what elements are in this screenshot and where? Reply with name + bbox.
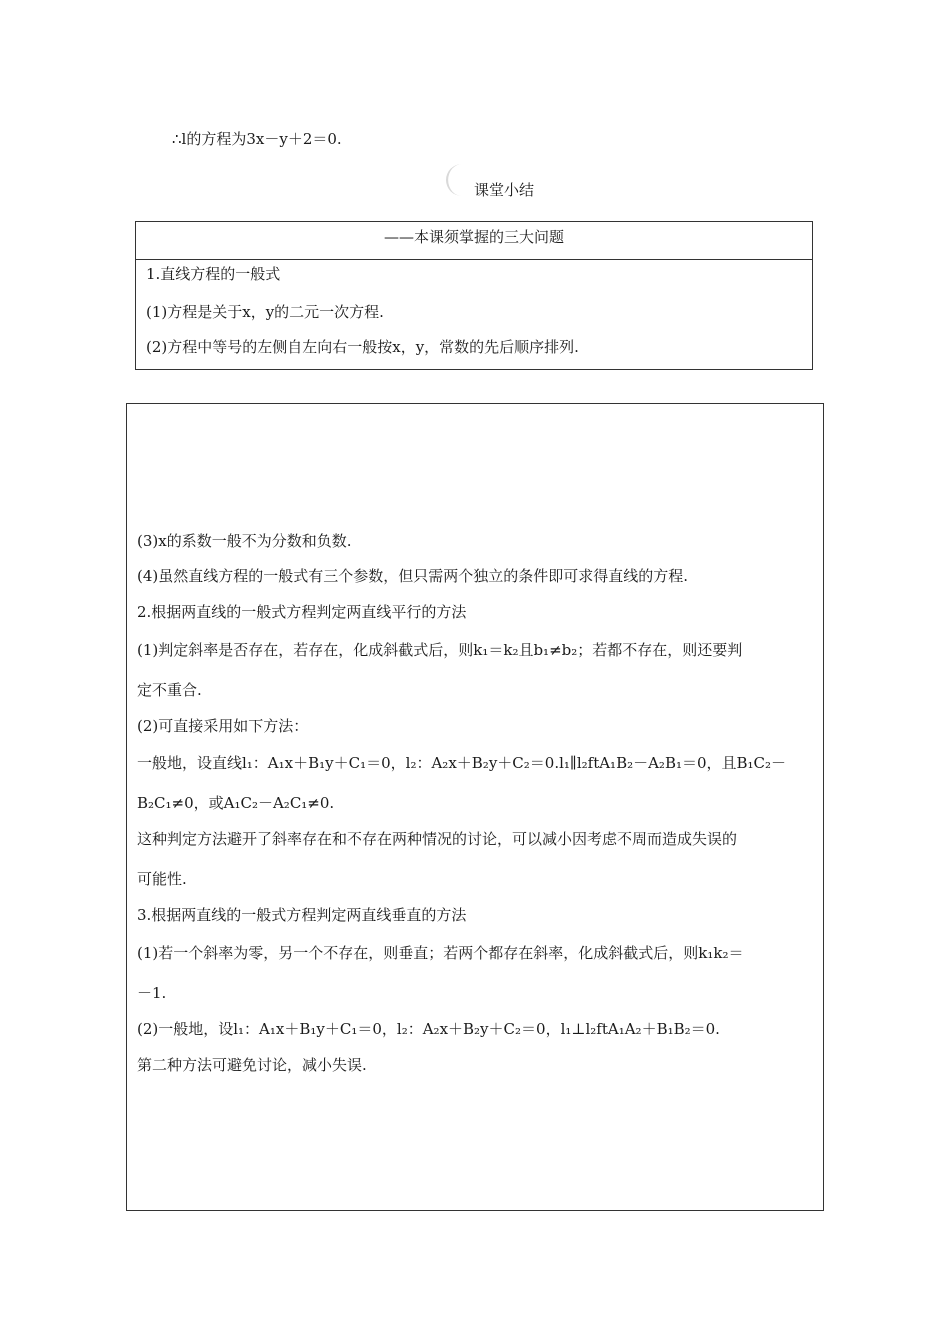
content-row: 一般地，设直线l₁：A₁x＋B₁y＋C₁＝0，l₂：A₂x＋B₂y＋C₂＝0.l₁∥l₂ftA₁B₂－A₂B₁＝0，且B₁C₂－ [137, 754, 787, 772]
summary-heading [440, 160, 560, 200]
key-point-row: (2)方程中等号的左侧自左向右一般按x，y，常数的先后顺序排列. [146, 338, 579, 356]
crescent-icon [440, 160, 474, 200]
content-row: 可能性. [137, 870, 187, 888]
key-point-row: (1)方程是关于x，y的二元一次方程. [146, 303, 384, 321]
content-row: 第二种方法可避免讨论，减小失误. [137, 1056, 367, 1074]
content-row: 这种判定方法避开了斜率存在和不存在两种情况的讨论，可以减小因考虑不周而造成失误的 [137, 830, 738, 848]
content-row: 2.根据两直线的一般式方程判定两直线平行的方法 [137, 603, 467, 621]
content-row: (3)x的系数一般不为分数和负数. [137, 532, 352, 550]
intro-line: ∴l的方程为3x－y＋2＝0. [172, 130, 342, 148]
content-row: (2)一般地，设l₁：A₁x＋B₁y＋C₁＝0，l₂：A₂x＋B₂y＋C₂＝0，l₁⊥l₂ftA₁A₂＋B₁B₂＝0. [137, 1020, 720, 1038]
content-row: B₂C₁≠0，或A₁C₂－A₂C₁≠0. [137, 794, 335, 812]
key-points-header: ——本课须掌握的三大问题 [136, 222, 812, 260]
content-row: －1. [137, 984, 167, 1002]
content-row: 3.根据两直线的一般式方程判定两直线垂直的方法 [137, 906, 467, 924]
content-row: (1)若一个斜率为零，另一个不存在，则垂直；若两个都存在斜率，化成斜截式后，则k₁k₂＝ [137, 944, 744, 962]
key-points-box [135, 221, 813, 370]
content-row: (4)虽然直线方程的一般式有三个参数，但只需两个独立的条件即可求得直线的方程. [137, 567, 689, 585]
continuation-box [126, 403, 824, 1211]
content-row: (1)判定斜率是否存在，若存在，化成斜截式后，则k₁＝k₂且b₁≠b₂；若都不存在，则还要判 [137, 641, 743, 659]
content-row: 定不重合. [137, 681, 202, 699]
summary-title: 课堂小结 [474, 181, 535, 199]
content-row: (2)可直接采用如下方法： [137, 717, 309, 735]
key-point-row: 1.直线方程的一般式 [146, 265, 281, 283]
